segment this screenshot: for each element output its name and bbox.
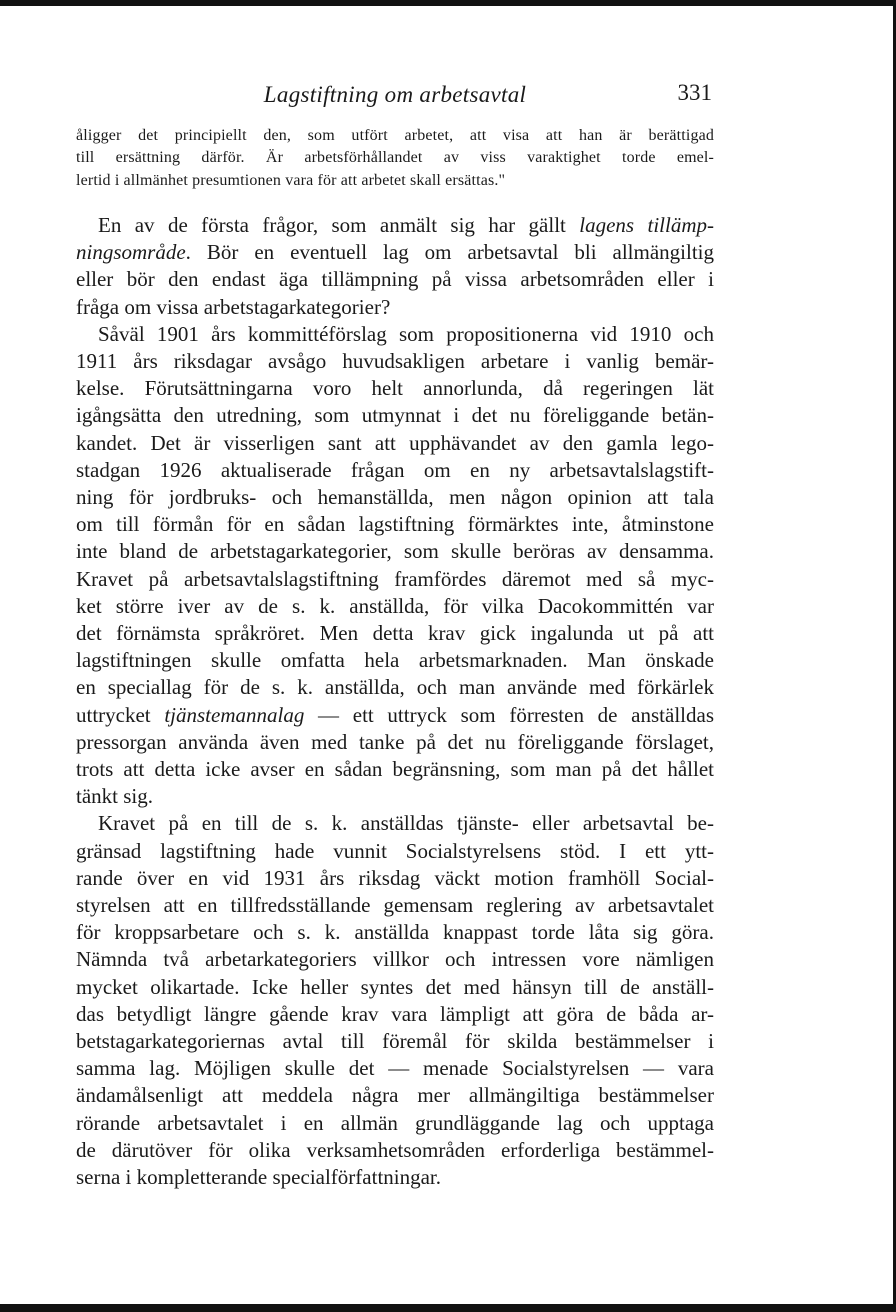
text-line: Kravet på arbetsavtalslagstiftning framfördes däremot med så myc- [76, 566, 714, 591]
text-line: styrelsen att en tillfredsställande gemensam reglering av arbetsavtalet [76, 892, 714, 917]
book-page [76, 80, 714, 1191]
running-head [76, 80, 714, 116]
emphasis: ningsområde [76, 240, 186, 265]
text-line: ändamålsenligt att meddela några mer allmängiltiga bestämmelser [76, 1083, 714, 1108]
paragraph [76, 321, 714, 811]
paragraph [76, 212, 714, 321]
text-line: samma lag. Möjligen skulle det — menade Socialstyrelsen — vara [76, 1056, 714, 1081]
text-line: trots att detta icke avser en sådan begränsning, som man på det hållet [76, 756, 714, 781]
scan-border-top [0, 0, 896, 6]
text-line: 1911 års riksdagar avsågo huvudsakligen arbetare i vanlig bemär- [76, 348, 714, 373]
text-line: pressorgan använda även med tanke på det nu föreliggande förslaget, [76, 729, 714, 754]
quote-line: lertid i allmänhet presumtionen vara för att arbetet skall ersättas." [76, 171, 506, 189]
text-line: fråga om vissa arbetstagarkategorier? [76, 294, 391, 319]
text-line: En av de första frågor, som anmält sig har gällt lagens tillämp- [98, 212, 715, 237]
text-line: de därutöver för olika verksamhetsområden erforderliga bestämmel- [76, 1137, 714, 1162]
quote-line: åligger det principiellt den, som utfört arbetet, att visa att han är berättigad [76, 127, 714, 144]
quote-block [76, 125, 714, 192]
text-line: en speciallag för de s. k. anställda, och man använde med förkärlek [76, 675, 714, 700]
text-line: stadgan 1926 aktualiserade frågan om en ny arbetsavtalslagstift- [76, 457, 714, 482]
text-line: Kravet på en till de s. k. anställdas tjänste- eller arbetsavtal be- [98, 811, 714, 836]
text-line: för kroppsarbetare och s. k. anställda knappast torde låta sig göra. [76, 920, 714, 945]
emphasis: tjänstemannalag [164, 702, 305, 727]
text-line: betstagarkategoriernas avtal till föremål för skilda bestämmelser i [76, 1028, 714, 1053]
text-line: uttrycket tjänstemannalag — ett uttryck som förresten de anställdas [76, 702, 714, 727]
text-line: mycket olikartade. Icke heller syntes det med hänsyn till de anställ- [76, 974, 714, 999]
quote-line: till ersättning därför. Är arbetsförhållandet av viss varaktighet torde emel- [76, 149, 714, 167]
text-line: det förnämsta språkröret. Men detta krav gick ingalunda ut på att [76, 620, 714, 645]
page-number: 331 [677, 80, 712, 105]
text-line: lagstiftningen skulle omfatta hela arbetsmarknaden. Man önskade [76, 648, 714, 673]
text-line: serna i kompletterande specialförfattningar. [76, 1165, 442, 1189]
emphasis: lagens tillämp- [579, 212, 715, 237]
text-line: om till förmån för en sådan lagstiftning förmärktes inte, åtminstone [76, 512, 714, 537]
text-line: ket större iver av de s. k. anställda, för vilka Dacokommittén var [76, 593, 714, 618]
text-line: Nämnda två arbetarkategoriers villkor och intressen vore nämligen [76, 947, 714, 972]
text-line: Såväl 1901 års kommittéförslag som propositionerna vid 1910 och [98, 321, 714, 346]
text-line: kandet. Det är visserligen sant att upphävandet av den gamla lego- [76, 430, 714, 455]
text-line: das betydligt längre gående krav vara lämpligt att göra de båda ar- [76, 1001, 714, 1026]
text-line: inte bland de arbetstagarkategorier, som skulle beröras av densamma. [76, 539, 714, 564]
text-line: eller bör den endast äga tillämpning på vissa arbetsområden eller i [76, 267, 714, 292]
body-text [76, 212, 714, 1191]
text-line: gränsad lagstiftning hade vunnit Socialstyrelsens stöd. I ett ytt- [76, 838, 714, 863]
text-line: tänkt sig. [76, 784, 153, 809]
text-line: igångsätta den utredning, som utmynnat i det nu föreliggande betän- [76, 403, 714, 428]
running-title: Lagstiftning om arbetsavtal [263, 82, 527, 107]
paragraph [76, 810, 714, 1191]
text-line: rande över en vid 1931 års riksdag väckt motion framhöll Social- [76, 865, 714, 890]
scan-border-bottom [0, 1304, 896, 1312]
text-line: ning för jordbruks- och hemanställda, men någon opinion att tala [76, 484, 714, 509]
text-line: kelse. Förutsättningarna voro helt annorlunda, då regeringen lät [76, 376, 714, 401]
text-line: ningsområde. Bör en eventuell lag om arbetsavtal bli allmängiltig [76, 240, 714, 265]
text-line: rörande arbetsavtalet i en allmän grundläggande lag och upptaga [76, 1110, 714, 1135]
